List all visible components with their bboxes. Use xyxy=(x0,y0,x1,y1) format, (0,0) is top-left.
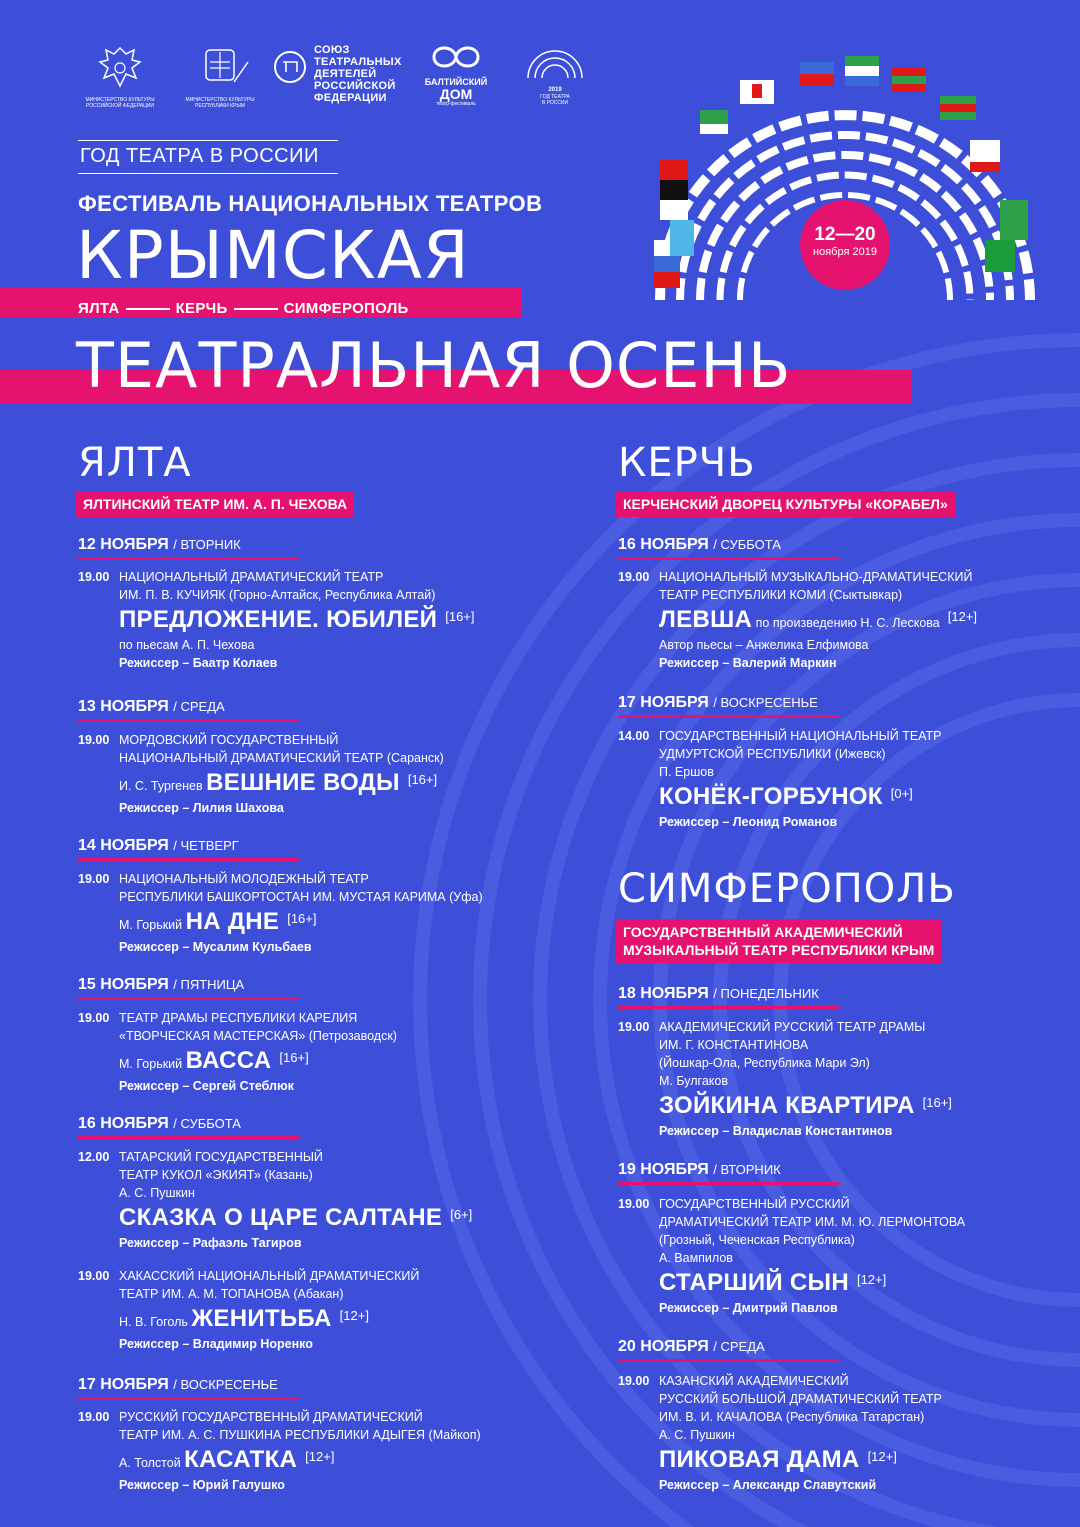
date-underline xyxy=(618,1182,840,1185)
title-line-2: ТЕАТРАЛЬНАЯ ОСЕНЬ xyxy=(76,329,792,402)
eagle-emblem-icon xyxy=(80,42,160,92)
play-title: ПИКОВАЯ ДАМА xyxy=(659,1446,860,1473)
date-14-nov: 14 НОЯБРЯ / ЧЕТВЕРГ xyxy=(78,837,239,854)
venue-kerch: КЕРЧЕНСКИЙ ДВОРЕЦ КУЛЬТУРЫ «КОРАБЕЛ» xyxy=(616,491,955,517)
date-underline xyxy=(618,557,840,560)
date-13-nov: 13 НОЯБРЯ / СРЕДА xyxy=(78,698,225,715)
date-underline xyxy=(78,719,300,722)
city-route xyxy=(78,300,409,317)
date-underline xyxy=(618,1006,840,1009)
date-18-nov: 18 НОЯБРЯ / ПОНЕДЕЛЬНИК xyxy=(618,985,819,1002)
play-title: ЗОЙКИНА КВАРТИРА xyxy=(659,1092,915,1119)
date-19-nov: 19 НОЯБРЯ / ВТОРНИК xyxy=(618,1161,781,1178)
dates-circle: 12—20 ноября 2019 xyxy=(800,200,890,290)
play-title: КАСАТКА xyxy=(184,1446,298,1473)
year-arc-icon xyxy=(520,42,590,82)
play-title: ЖЕНИТЬБА xyxy=(191,1305,332,1332)
std-logo xyxy=(270,42,310,97)
play-title: ВЕШНИЕ ВОДЫ xyxy=(206,769,400,796)
date-17-nov: 17 НОЯБРЯ / ВОСКРЕСЕНЬЕ xyxy=(78,1376,278,1393)
year-label: ГОД ТЕАТРА В РОССИИ xyxy=(80,145,319,167)
date-underline xyxy=(78,858,300,861)
city-kerch: КЕРЧЬ xyxy=(618,440,756,486)
date-15-nov: 15 НОЯБРЯ / ПЯТНИЦА xyxy=(78,976,245,993)
date-underline xyxy=(78,1397,300,1400)
date-16-nov-kerch: 16 НОЯБРЯ / СУББОТА xyxy=(618,536,781,553)
std-caption: СОЮЗ ТЕАТРАЛЬНЫХ ДЕЯТЕЛЕЙ РОССИЙСКОЙ ФЕДЕРАЦИИ xyxy=(314,44,402,104)
title-line-1: КРЫМСКАЯ xyxy=(76,217,470,294)
route-city-simferopol: СИМФЕРОПОЛЬ xyxy=(283,300,409,317)
play-title: СТАРШИЙ СЫН xyxy=(659,1269,849,1296)
venue-simferopol: ГОСУДАРСТВЕННЫЙ АКАДЕМИЧЕСКИЙ МУЗЫКАЛЬНЫЙ ТЕАТР РЕСПУБЛИКИ КРЫМ xyxy=(616,919,941,963)
play-title: ВАССА xyxy=(185,1047,272,1074)
crimea-emblem-icon xyxy=(180,42,260,92)
baltic-house-logo: БАЛТИЙСКИЙ ДОМ театр-фестиваль xyxy=(424,42,488,107)
date-underline xyxy=(618,1359,840,1362)
ministry-crimea-logo: МИНИСТЕРСТВО КУЛЬТУРЫ РЕСПУБЛИКИ КРЫМ xyxy=(180,42,260,109)
date-underline xyxy=(78,997,300,1000)
std-emblem-icon xyxy=(270,42,310,92)
date-12-nov: 12 НОЯБРЯ / ВТОРНИК xyxy=(78,536,241,553)
route-city-kerch: КЕРЧЬ xyxy=(175,300,228,317)
play-title: ЛЕВША xyxy=(659,606,753,633)
date-20-nov: 20 НОЯБРЯ / СРЕДА xyxy=(618,1338,765,1355)
ministry-culture-logo: МИНИСТЕРСТВО КУЛЬТУРЫ РОССИЙСКОЙ ФЕДЕРАЦИИ xyxy=(80,42,160,109)
route-dash xyxy=(126,308,170,310)
play-title: СКАЗКА О ЦАРЕ САЛТАНЕ xyxy=(119,1204,443,1231)
infinity-icon xyxy=(424,42,488,72)
festival-label: ФЕСТИВАЛЬ НАЦИОНАЛЬНЫХ ТЕАТРОВ xyxy=(78,191,543,216)
date-underline xyxy=(78,1136,300,1139)
play-title: НА ДНЕ xyxy=(185,908,280,935)
play-title: КОНЁК-ГОРБУНОК xyxy=(659,783,883,810)
route-dash xyxy=(234,308,278,310)
city-simferopol: СИМФЕРОПОЛЬ xyxy=(618,866,956,912)
play-title: ПРЕДЛОЖЕНИЕ. ЮБИЛЕЙ xyxy=(119,606,438,633)
venue-yalta: ЯЛТИНСКИЙ ТЕАТР ИМ. А. П. ЧЕХОВА xyxy=(76,491,354,517)
year-theatre-logo: 2019 ГОД ТЕАТРА В РОССИИ xyxy=(520,42,590,106)
date-underline xyxy=(618,715,840,718)
route-city-yalta: ЯЛТА xyxy=(78,300,120,317)
date-16-nov: 16 НОЯБРЯ / СУББОТА xyxy=(78,1115,241,1132)
city-yalta: ЯЛТА xyxy=(78,440,192,486)
date-17-nov-kerch: 17 НОЯБРЯ / ВОСКРЕСЕНЬЕ xyxy=(618,694,818,711)
date-underline xyxy=(78,557,300,560)
